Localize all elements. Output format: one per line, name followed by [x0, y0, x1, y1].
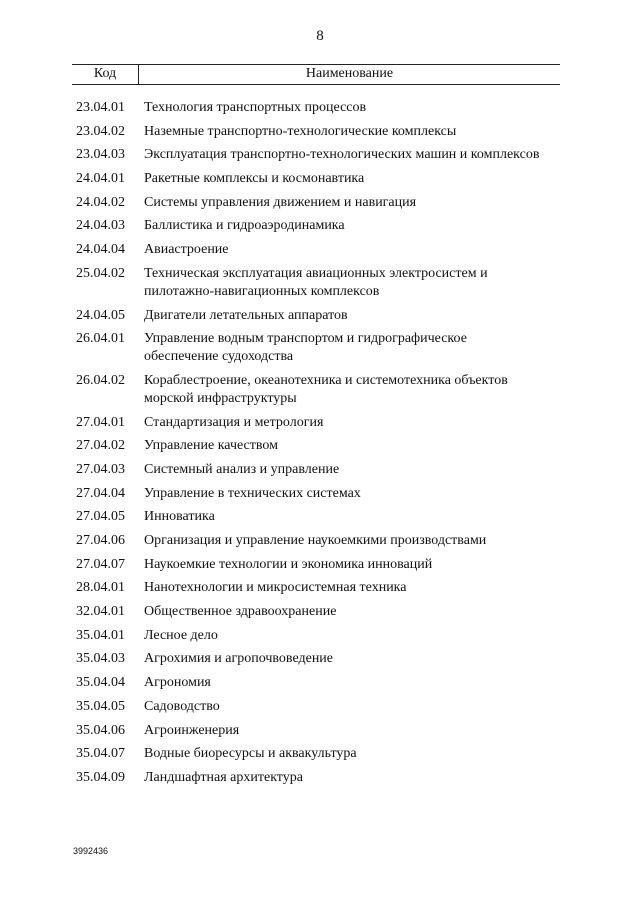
- row-name: Системный анализ и управление: [144, 461, 340, 477]
- row-name: Управление качеством: [144, 438, 278, 454]
- row-name: Инноватика: [144, 509, 215, 525]
- row-code: 32.04.01: [76, 604, 125, 620]
- row-name: Стандартизация и метрология: [144, 414, 324, 430]
- page-number: 8: [316, 28, 324, 44]
- row-name: Техническая эксплуатация авиационных электросистем и пилотажно-навигационных комплексов: [144, 265, 488, 299]
- table-row: [72, 769, 560, 787]
- header-code: Код: [93, 66, 117, 81]
- row-name: Водные биоресурсы и аквакультура: [144, 746, 357, 762]
- row-code: 27.04.05: [76, 509, 125, 525]
- table-row: [72, 556, 560, 574]
- table-row: [72, 461, 560, 479]
- row-name: Управление водным транспортом и гидрографическое обеспечение судоходства: [144, 331, 467, 365]
- table-row: [72, 603, 560, 621]
- table-row: [72, 414, 560, 432]
- row-name: Садоводство: [144, 698, 220, 714]
- row-code: 25.04.02: [76, 265, 125, 281]
- row-name: Нанотехнологии и микросистемная техника: [144, 580, 407, 596]
- row-name: Кораблестроение, океанотехника и системотехника объектов морской инфраструктуры: [144, 372, 508, 406]
- row-name: Агроинженерия: [144, 722, 240, 738]
- row-name: Баллистика и гидроаэродинамика: [144, 218, 345, 234]
- table-row: [72, 532, 560, 550]
- row-code: 26.04.01: [76, 331, 125, 347]
- table-row: [72, 508, 560, 526]
- row-code: 35.04.09: [76, 769, 125, 785]
- document-id: 3992436: [73, 846, 109, 856]
- table-row: [72, 194, 560, 212]
- row-name: Ракетные комплексы и космонавтика: [144, 171, 365, 187]
- row-code: 27.04.04: [76, 485, 125, 501]
- row-name: Организация и управление наукоемкими производствами: [144, 533, 487, 548]
- row-name: Двигатели летательных аппаратов: [144, 307, 348, 323]
- table-row: [72, 170, 560, 188]
- table-row: [72, 307, 560, 325]
- row-name: Управление в технических системах: [144, 485, 361, 501]
- row-code: 23.04.02: [76, 123, 125, 139]
- table-row: [72, 217, 560, 235]
- row-name: Общественное здравоохранение: [144, 604, 337, 620]
- row-name: Эксплуатация транспортно-технологических машин и комплексов: [144, 147, 540, 163]
- row-code: 24.04.03: [76, 218, 125, 234]
- row-code: 27.04.07: [76, 556, 125, 572]
- table-row: [72, 123, 560, 141]
- row-code: 23.04.03: [76, 147, 125, 163]
- row-code: 26.04.02: [76, 372, 125, 388]
- table-row: [72, 745, 560, 763]
- row-name: Агрономия: [144, 675, 211, 691]
- row-code: 27.04.02: [76, 438, 125, 454]
- table-row: [72, 722, 560, 740]
- row-name: Агрохимия и агропочвоведение: [144, 651, 334, 667]
- table-header: [72, 64, 560, 85]
- table-row: [72, 146, 560, 164]
- row-name: Авиастроение: [144, 242, 229, 258]
- table-row: [72, 579, 560, 597]
- row-code: 35.04.04: [76, 675, 125, 691]
- row-code: 27.04.01: [76, 414, 125, 430]
- row-code: 35.04.05: [76, 698, 125, 714]
- table-row: [72, 650, 560, 668]
- row-name: Наземные транспортно-технологические комплексы: [144, 123, 457, 139]
- table-row: [72, 265, 560, 301]
- row-name: Наукоемкие технологии и экономика инноваций: [144, 556, 433, 572]
- table-row: [72, 437, 560, 455]
- row-code: 35.04.07: [76, 746, 125, 762]
- header-name: Наименование: [305, 66, 394, 81]
- row-code: 35.04.06: [76, 722, 125, 738]
- table-row: [72, 674, 560, 692]
- row-code: 35.04.03: [76, 651, 125, 667]
- row-code: 28.04.01: [76, 580, 125, 596]
- table-row: [72, 485, 560, 503]
- row-code: 24.04.02: [76, 194, 125, 210]
- row-name: Ландшафтная архитектура: [144, 769, 303, 785]
- row-name: Системы управления движением и навигация: [144, 194, 417, 210]
- row-name: Лесное дело: [144, 627, 218, 643]
- table-body: [72, 99, 560, 793]
- row-code: 27.04.06: [76, 533, 125, 548]
- row-code: 24.04.05: [76, 307, 125, 323]
- row-name: Технология транспортных процессов: [144, 100, 367, 115]
- table-row: [72, 698, 560, 716]
- row-code: 23.04.01: [76, 100, 125, 115]
- header-top-rule: [72, 64, 560, 65]
- row-code: 24.04.01: [76, 171, 125, 187]
- table-row: [72, 241, 560, 259]
- row-code: 24.04.04: [76, 242, 125, 258]
- table-row: [72, 99, 560, 117]
- row-code: 35.04.01: [76, 627, 125, 643]
- table-row: [72, 372, 560, 408]
- table-row: [72, 627, 560, 645]
- row-code: 27.04.03: [76, 461, 125, 477]
- table-row: [72, 330, 560, 366]
